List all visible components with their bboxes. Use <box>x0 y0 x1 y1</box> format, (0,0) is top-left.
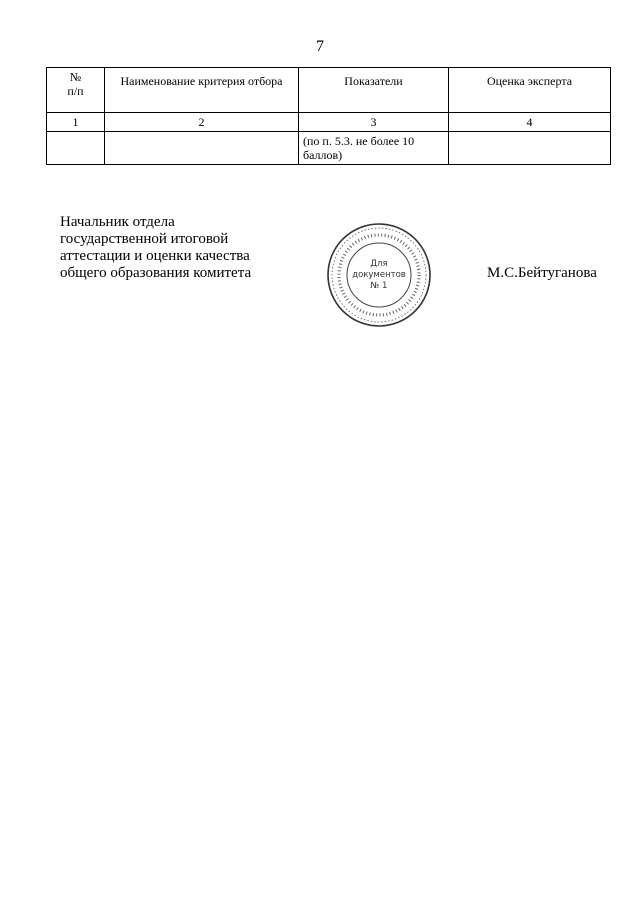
header-expert-score: Оценка эксперта <box>449 68 611 113</box>
table-cell <box>449 132 611 165</box>
official-seal <box>326 222 432 328</box>
column-number: 2 <box>105 113 299 132</box>
column-number-row <box>47 113 611 132</box>
seal-center-text: документов <box>352 270 406 280</box>
header-number <box>47 68 105 113</box>
table-cell <box>105 132 299 165</box>
signer-name: М.С.Бейтуганова <box>487 265 597 281</box>
position-line: Начальник отдела <box>60 214 175 230</box>
page-number: 7 <box>316 38 324 55</box>
header-criterion-name: Наименование критерия отбора <box>105 68 299 113</box>
position-line: аттестации и оценки качества <box>60 248 250 264</box>
signatory-position <box>60 214 290 282</box>
seal-center-text: Для <box>370 259 388 269</box>
criteria-table <box>46 67 611 165</box>
table-header-row <box>47 68 611 113</box>
position-line: общего образования комитета <box>60 265 252 281</box>
seal-center-text: № 1 <box>370 281 388 291</box>
table-row <box>47 132 611 165</box>
header-number-abbrev: п/п <box>67 84 84 98</box>
column-number: 4 <box>449 113 611 132</box>
column-number: 3 <box>299 113 449 132</box>
table-cell <box>47 132 105 165</box>
header-indicators: Показатели <box>299 68 449 113</box>
header-number-symbol: № <box>69 70 82 84</box>
table-cell: (по п. 5.3. не более 10 баллов) <box>299 132 449 165</box>
position-line: государственной итоговой <box>60 231 229 247</box>
column-number: 1 <box>47 113 105 132</box>
